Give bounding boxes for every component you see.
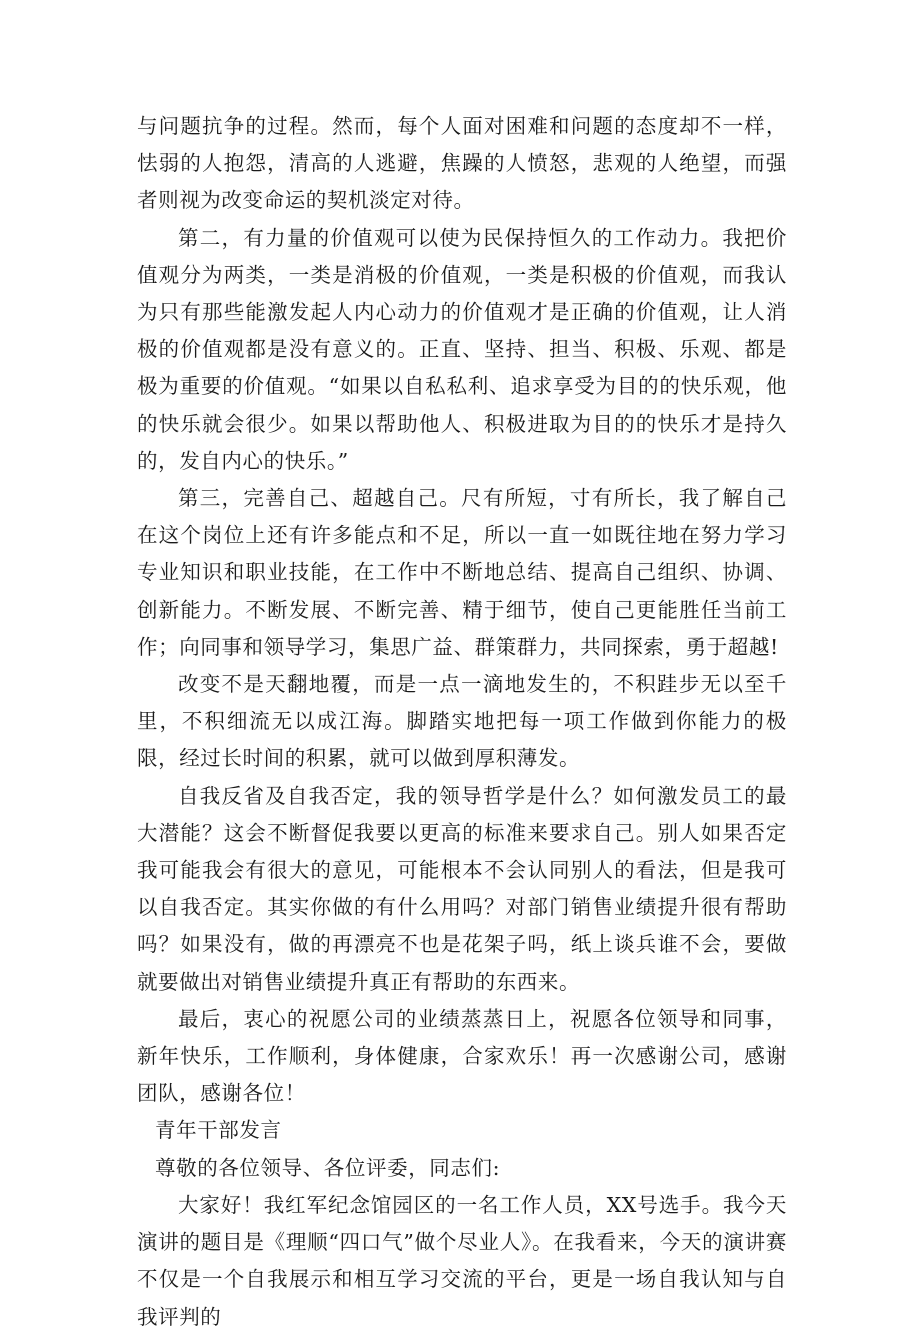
document-body	[137, 108, 787, 1336]
section-heading: 青年干部发言	[155, 1118, 282, 1143]
paragraph-6: 最后，衷心的祝愿公司的业绩蒸蒸日上，祝愿各位领导和同事，新年快乐，工作顺利，身体健康，合家欢乐！再一次感谢公司，感谢团队，感谢各位！	[137, 1006, 787, 1106]
paragraph-2: 第二，有力量的价值观可以使为民保持恒久的工作动力。我把价值观分为两类，一类是消极的价值观，一类是积极的价值观，而我认为只有那些能激发起人内心动力的价值观才是正确的价值观，让人消极的价值观都是没有意义的。正直、坚持、担当、积极、乐观、都是极为重要的价值观。“如果以自私私利、追求享受为目的的快乐观，他的快乐就会很少。如果以帮助他人、积极进取为目的的快乐才是持久的，发自内心的快乐。”	[137, 225, 787, 473]
paragraph-1: 与问题抗争的过程。然而，每个人面对困难和问题的态度却不一样，怯弱的人抱怨，清高的人逃避，焦躁的人愤怒，悲观的人绝望，而强者则视为改变命运的契机淡定对待。	[137, 114, 787, 213]
paragraph-5: 自我反省及自我否定，我的领导哲学是什么？如何激发员工的最大潜能？这会不断督促我要以更高的标准来要求自己。别人如果否定我可能我会有很大的意见，可能根本不会认同别人的看法，但是我可以自我否定。其实你做的有什么用吗？对部门销售业绩提升很有帮助吗？如果没有，做的再漂亮不也是花架子吗，纸上谈兵谁不会，要做就要做出对销售业绩提升真正有帮助的东西来。	[137, 783, 787, 994]
salutation: 尊敬的各位领导、各位评委，同志们:	[155, 1155, 501, 1180]
paragraph-3: 第三，完善自己、超越自己。尺有所短，寸有所长，我了解自己在这个岗位上还有许多能点和不足，所以一直一如既往地在努力学习专业知识和职业技能，在工作中不断地总结、提高自己组织、协调、创新能力。不断发展、不断完善、精于细节，使自己更能胜任当前工作；向同事和领导学习，集思广益、群策群力，共同探索，勇于超越!	[137, 486, 787, 659]
paragraph-4: 改变不是天翻地覆，而是一点一滴地发生的，不积跬步无以至千里，不积细流无以成江海。脚踏实地把每一项工作做到你能力的极限，经过长时间的积累，就可以做到厚积薄发。	[137, 672, 787, 771]
paragraph-7: 大家好！我红军纪念馆园区的一名工作人员，XX号选手。我今天演讲的题目是《理顺“四口气”做个尽业人》。在我看来，今天的演讲赛不仅是一个自我展示和相互学习交流的平台，更是一场自我认知与自我评判的	[137, 1192, 787, 1329]
